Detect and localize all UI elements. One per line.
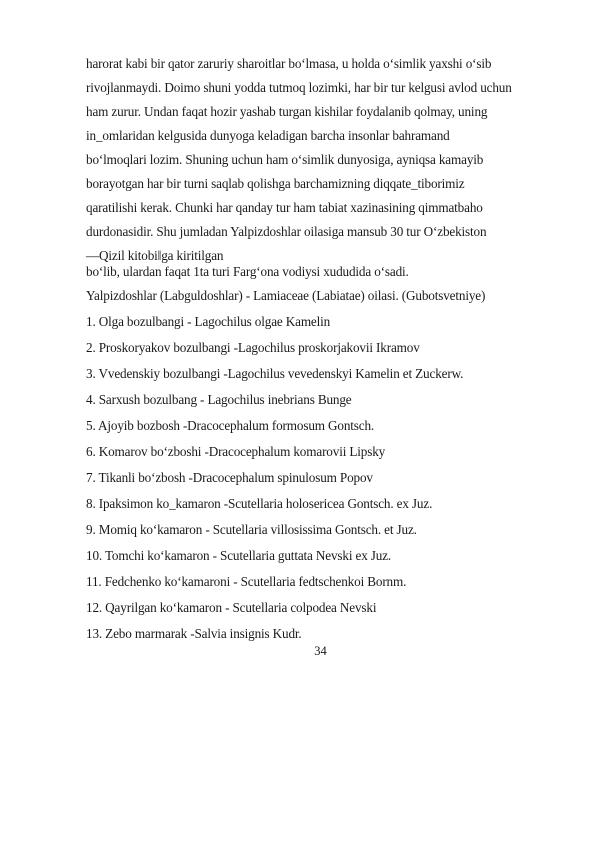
species-list-item: 1. Olga bozulbangi - Lagochilus olgae Kamelin — [86, 314, 331, 329]
species-list-item: 10. Tomchi ko‘kamaron - Scutellaria guttata Nevski ex Juz. — [86, 548, 392, 563]
species-list-item: 7. Tikanli bo‘zbosh -Dracocephalum spinulosum Popov — [86, 470, 373, 485]
paragraph-line: borayotgan har bir turni saqlab qolishga barchamizning diqqate_tiborimiz — [86, 176, 465, 191]
species-list-item: 6. Komarov bo‘zboshi -Dracocephalum komarovii Lipsky — [86, 444, 386, 459]
species-list-item: 13. Zebo marmarak -Salvia insignis Kudr. — [86, 626, 302, 641]
paragraph-line: bo‘lib, ulardan faqat 1ta turi Farg‘ona vodiysi xududida o‘sadi. — [86, 264, 409, 279]
paragraph-line: rivojlanmaydi. Doimo shuni yodda tutmoq lozimki, har bir tur kelgusi avlod uchun — [86, 80, 512, 95]
page-number: 34 — [314, 644, 327, 658]
species-list-item: 5. Ajoyib bozbosh -Dracocephalum formosum Gontsch. — [86, 418, 375, 433]
paragraph-line: bo‘lmoqlari lozim. Shuning uchun ham o‘simlik dunyosiga, ayniqsa kamayib — [86, 152, 484, 167]
species-list-item: 4. Sarxush bozulbang - Lagochilus inebrians Bunge — [86, 392, 352, 407]
family-heading: Yalpizdoshlar (Labguldoshlar) - Lamiaceae (Labiatae) oilasi. (Gubotsvetniye) — [86, 288, 486, 303]
paragraph-line: harorat kabi bir qator zaruriy sharoitlar bo‘lmasa, u holda o‘simlik yaxshi o‘sib — [86, 56, 492, 71]
paragraph-line: qaratilishi kerak. Chunki har qanday tur ham tabiat xazinasining qimmatbaho — [86, 200, 483, 215]
paragraph-line: ―Qizil kitobi‖ga kiritilgan — [86, 248, 224, 263]
species-list-item: 9. Momiq ko‘kamaron - Scutellaria villosissima Gontsch. et Juz. — [86, 522, 417, 537]
species-list-item: 3. Vvedenskiy bozulbangi -Lagochilus vevedenskyi Kamelin et Zuckerw. — [86, 366, 464, 381]
paragraph-line: in_omlaridan kelgusida dunyoga keladigan barcha insonlar bahramand — [86, 128, 450, 143]
paragraph-line: ham zurur. Undan faqat hozir yashab turgan kishilar foydalanib qolmay, uning — [86, 104, 488, 119]
species-list-item: 11. Fedchenko ko‘kamaroni - Scutellaria fedtschenkoi Bornm. — [86, 574, 407, 589]
species-list-item: 2. Proskoryakov bozulbangi -Lagochilus proskorjakovii Ikramov — [86, 340, 420, 355]
paragraph-line: durdonasidir. Shu jumladan Yalpizdoshlar oilasiga mansub 30 tur O‘zbekiston — [86, 224, 487, 239]
species-list-item: 8. Ipaksimon ko_kamaron -Scutellaria holosericea Gontsch. ex Juz. — [86, 496, 433, 511]
species-list-item: 12. Qayrilgan ko‘kamaron - Scutellaria colpodea Nevski — [86, 600, 377, 615]
